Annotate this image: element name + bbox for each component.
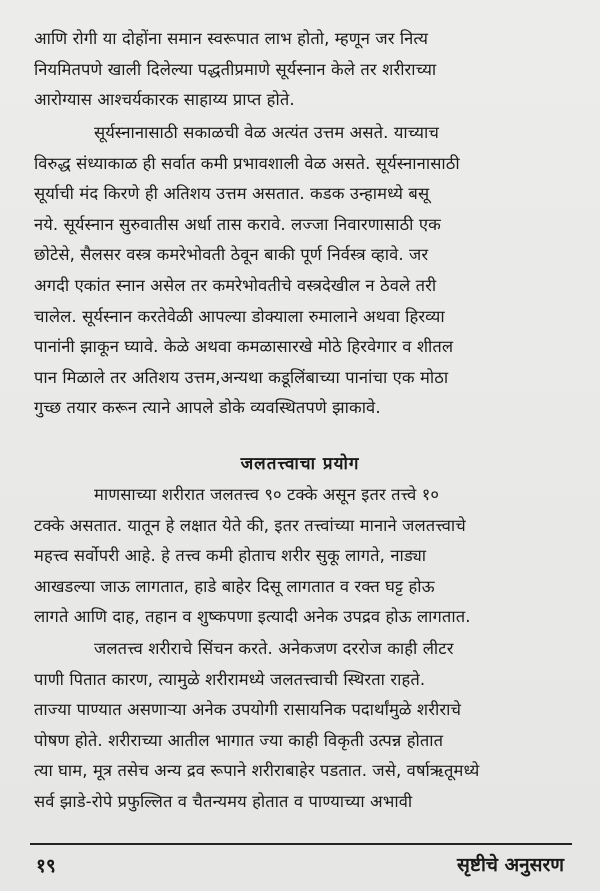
text-line: ताज्या पाण्यात असणाऱ्या अनेक उपयोगी रासायनिक पदार्थांमुळे शरीराचे [34, 700, 462, 720]
text-line: सूर्याची मंद किरणे ही अतिशय उत्तम असतात. कडक उन्हामध्ये बसू [34, 184, 430, 204]
text-line: सर्व झाडे-रोपे प्रफुल्लित व चैतन्यमय होतात व पाण्याच्या अभावी [34, 791, 413, 811]
text-line: सूर्यस्नानासाठी सकाळची वेळ अत्यंत उत्तम असते. याच्याच [94, 123, 439, 142]
text-line: जलतत्त्व शरीराचे सिंचन करते. अनेकजण दररोज काही लीटर [94, 639, 454, 658]
paragraph-2 [34, 118, 568, 424]
text-line: लागते आणि दाह, तहान व शुष्कपणा इत्यादी अनेक उपद्रव होऊ लागतात. [34, 607, 471, 627]
section-heading: जलतत्त्वाचा प्रयोग [240, 454, 360, 474]
text-line: छोटेसे, सैलसर वस्त्र कमरेभोवती ठेवून बाकी पूर्ण निर्वस्त्र व्हावे. जर [34, 245, 429, 265]
text-line: नये. सूर्यस्नान सुरुवातीस अर्धा तास करावे. लज्जा निवारणासाठी एक [34, 214, 441, 234]
paragraph-3 [34, 480, 568, 633]
text-line: गुच्छ तयार करून त्याने आपले डोके व्यवस्थितपणे झाकावे. [34, 398, 381, 418]
book-title: सृष्टीचे अनुसरण [457, 854, 564, 876]
text-line: पोषण होते. शरीराच्या आतील भागात ज्या काही विकृती उत्पन्न होतात [34, 730, 444, 750]
text-line: पान मिळाले तर अतिशय उत्तम,अन्यथा कडूलिंबाच्या पानांचा एक मोठा [34, 367, 449, 387]
text-line: आणि रोगी या दोहोंना समान स्वरूपात लाभ होतो, म्हणून जर नित्य [34, 29, 428, 48]
paragraph-4 [34, 634, 568, 818]
text-line: आखडल्या जाऊ लागतात, हाडे बाहेर दिसू लागतात व रक्त घट्ट होऊ [34, 576, 435, 596]
text-line: महत्त्व सर्वोपरी आहे. हे तत्त्व कमी होताच शरीर सुकू लागते, नाड्या [34, 546, 427, 566]
paragraph-1 [34, 24, 568, 116]
text-line: चालेल. सूर्यस्नान करतेवेळी आपल्या डोक्याला रुमालाने अथवा हिरव्या [34, 306, 445, 326]
text-line: पानांनी झाकून घ्यावे. केळे अथवा कमळासारखे मोठे हिरवेगार व शीतल [34, 337, 454, 357]
text-line: नियमितपणे खाली दिलेल्या पद्धतीप्रमाणे सूर्यस्नान केले तर शरीराच्या [34, 59, 437, 79]
text-line: विरुद्ध संध्याकाळ ही सर्वात कमी प्रभावशाली वेळ असते. सूर्यस्नानासाठी [34, 153, 460, 173]
footer-divider [30, 843, 572, 845]
text-line: टक्के असतात. यातून हे लक्षात येते की, इतर तत्त्वांच्या मानाने जलतत्त्वाचे [34, 515, 466, 535]
text-line: अगदी एकांत स्नान असेल तर कमरेभोवतीचे वस्त्रदेखील न ठेवले तरी [34, 275, 437, 295]
text-line: पाणी पितात कारण, त्यामुळे शरीरामध्ये जलतत्त्वाची स्थिरता राहते. [34, 669, 426, 689]
text-line: त्या घाम, मूत्र तसेच अन्य द्रव रूपाने शरीराबाहेर पडतात. जसे, वर्षाऋतूमध्ये [34, 761, 480, 781]
text-line: माणसाच्या शरीरात जलतत्त्व ९० टक्के असून इतर तत्त्वे १० [94, 485, 440, 504]
page-number: १९ [36, 855, 56, 877]
text-line: आरोग्यास आश्चर्यकारक साहाय्य प्राप्त होते. [34, 90, 295, 110]
